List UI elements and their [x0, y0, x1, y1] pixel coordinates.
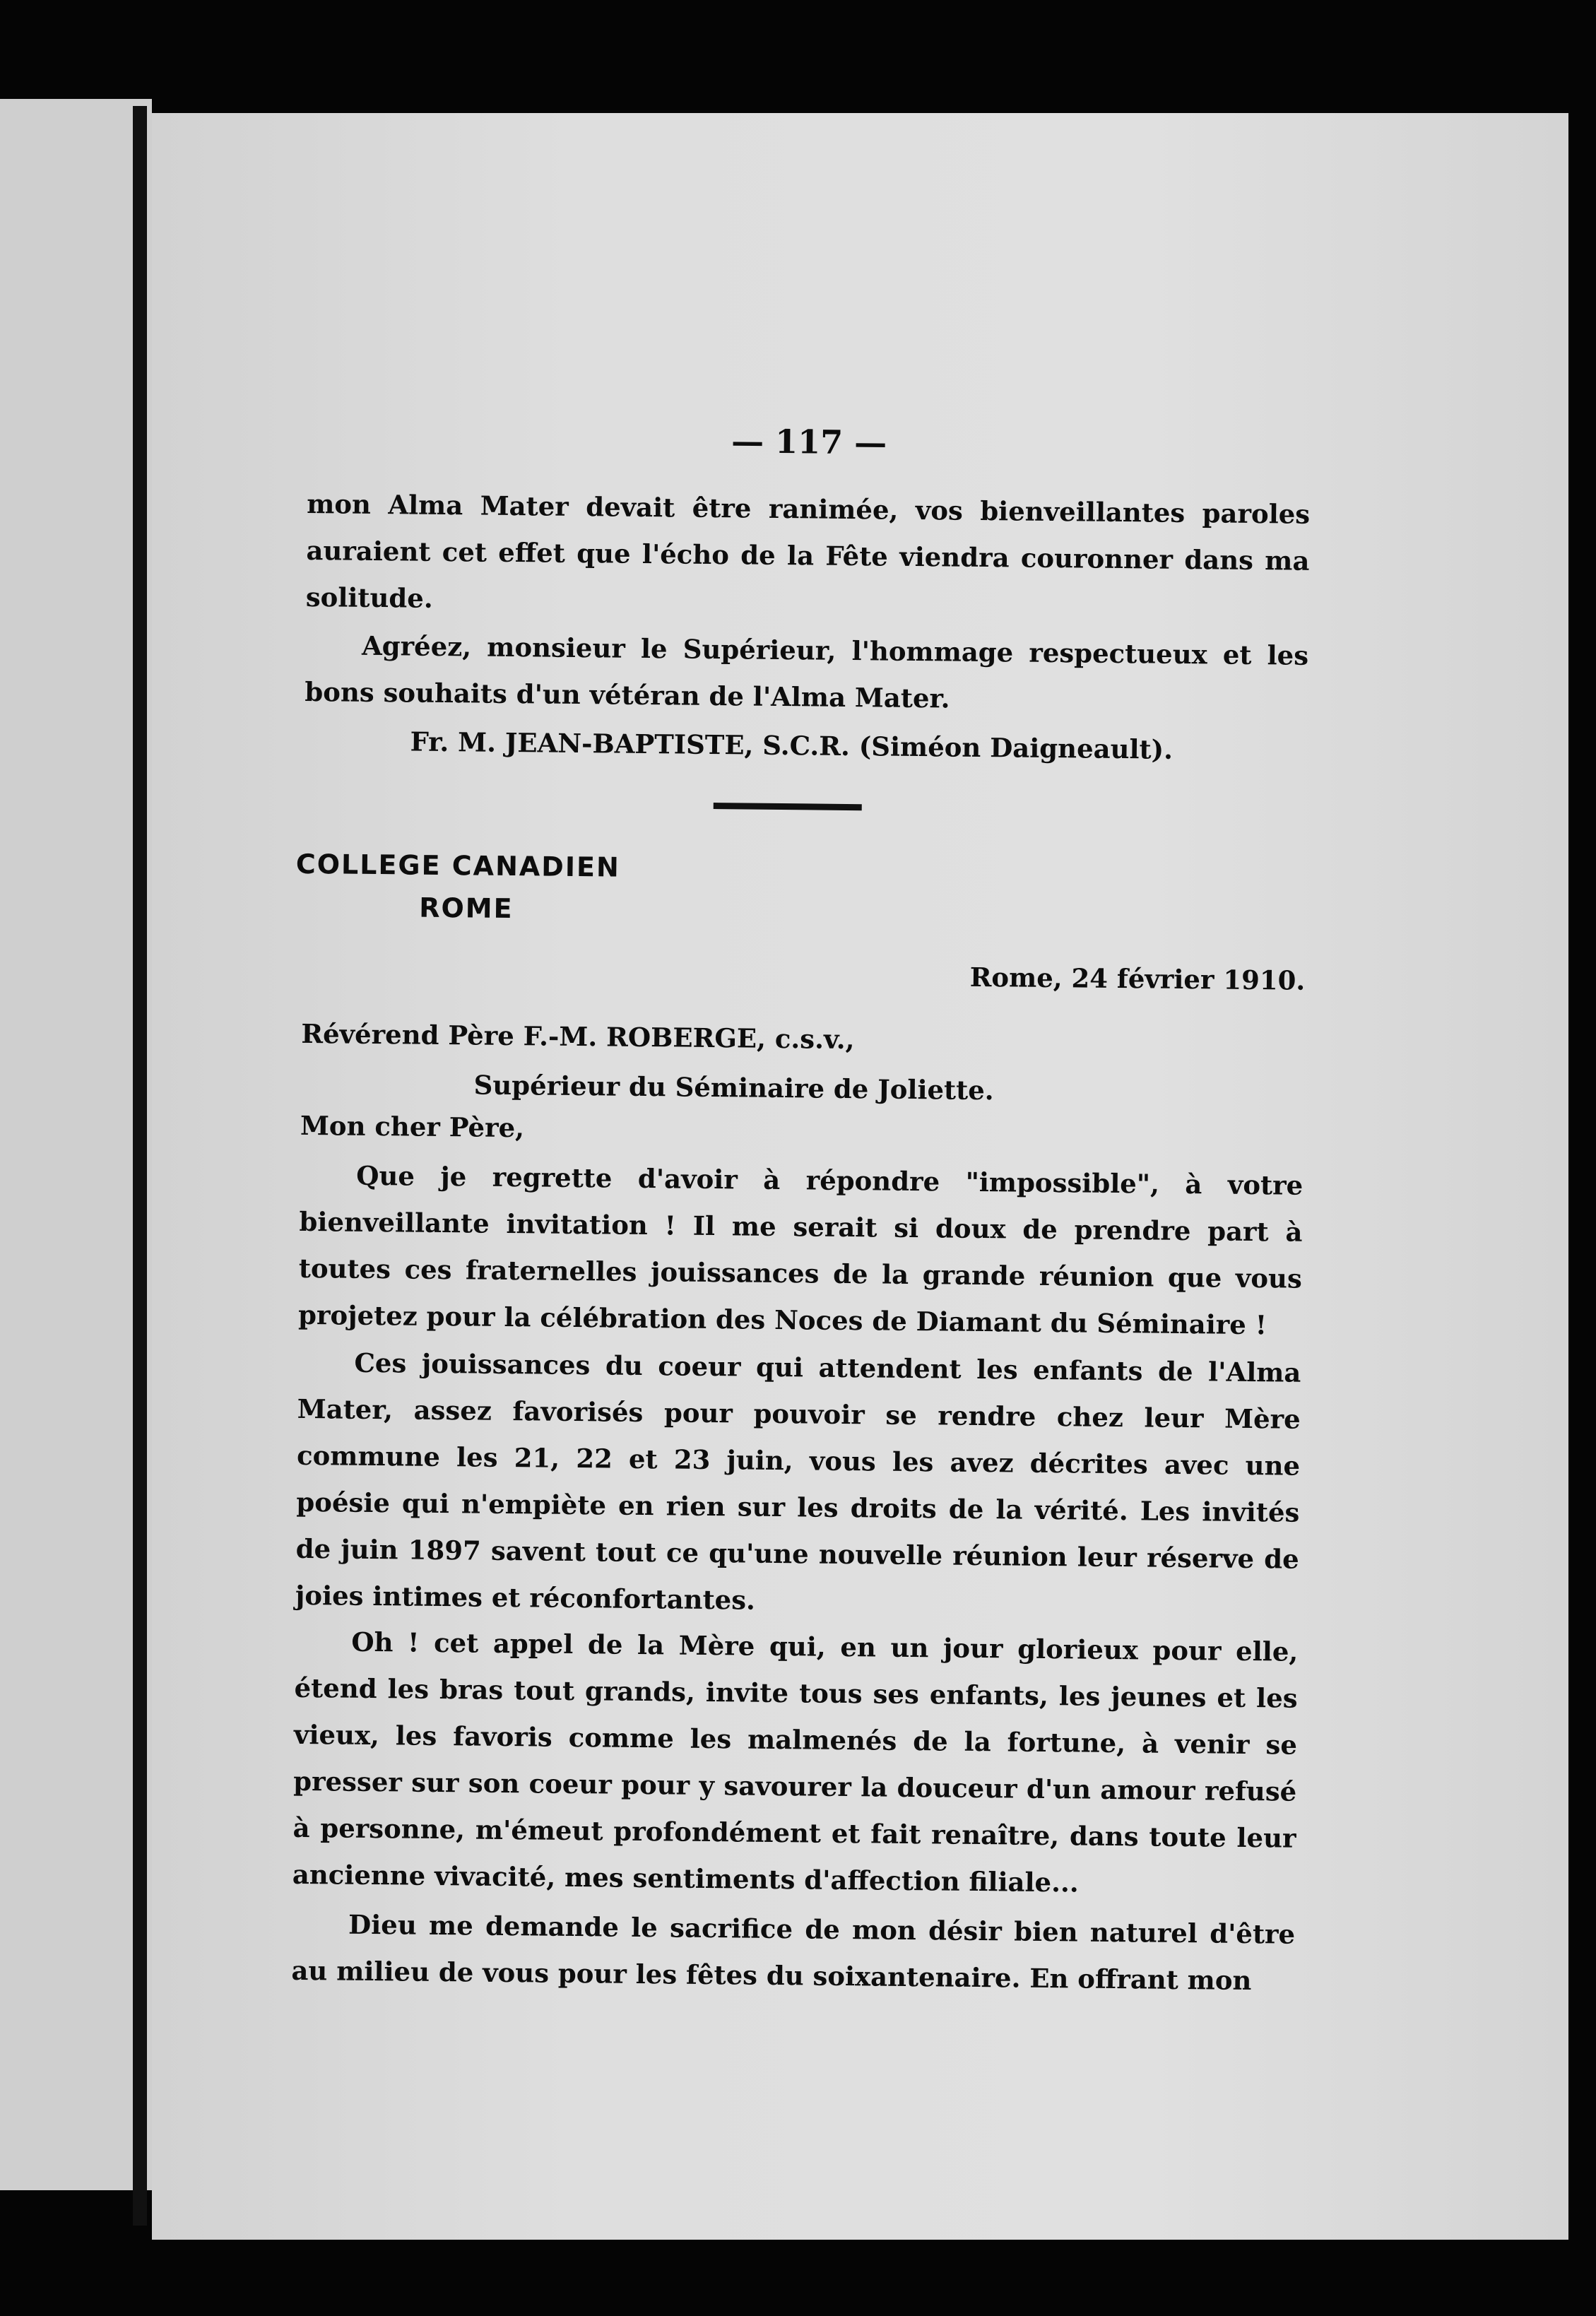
- letter-addressee: Révérend Père F.-M. ROBERGE, c.s.v.,: [301, 1017, 855, 1056]
- page-text-block: [291, 113, 1314, 1997]
- signature-line: Fr. M. JEAN-BAPTISTE, S.C.R. (Siméon Daigneault).: [410, 726, 1174, 765]
- paragraph-appel: Oh ! cet appel de la Mère qui, en un jour glorieux pour elle, étend les bras tout grands, invite tous ses enfants, les jeunes et les vieux, les favoris comme les malmenés de la fortune, à venir se presser sur son coeur pour y savourer la douceur d'un amour refusé à personne, m'émeut profondément et fait renaître, dans toute leur ancienne vivacité, mes sentiments d'affection filiale...: [292, 1626, 1299, 1898]
- paragraph-jouissances: Ces jouissances du coeur qui attendent les enfants de l'Alma Mater, assez favorisés pour pouvoir se rendre chez leur Mère commune les 21, 22 et 23 juin, vous les avez décrites avec une poésie qui n'empiète en rien sur les droits de la vérité. Les invités de juin 1897 savent tout ce qu'une nouvelle réunion leur réserve de joies intimes et réconfortantes.: [295, 1347, 1301, 1616]
- letter-salutation: Mon cher Père,: [300, 1109, 525, 1144]
- paragraph-sacrifice: Dieu me demande le sacrifice de mon désir bien naturel d'être au milieu de vous pour les fêtes du soixantenaire. En offrant mon: [291, 1908, 1296, 1997]
- letter-addressee-title: Supérieur du Séminaire de Joliette.: [473, 1069, 994, 1106]
- letter-date: Rome, 24 février 1910.: [969, 961, 1306, 996]
- facing-page-edge: [0, 99, 152, 2190]
- scanned-page: [152, 113, 1568, 2240]
- section-divider: [714, 803, 862, 810]
- letterhead-city: ROME: [419, 892, 514, 925]
- paragraph-closing: Agréez, monsieur le Supérieur, l'hommage respectueux et les bons souhaits d'un vétéran de l'Alma Mater.: [305, 630, 1309, 714]
- paragraph-regret: Que je regrette d'avoir à répondre "impossible", à votre bienveillante invitation ! Il me serait si doux de prendre part à toutes ces fraternelles jouissances de la grande réunion que vous projetez pour la célébration des Noces de Diamant du Séminaire !: [297, 1159, 1304, 1341]
- letterhead-college: COLLEGE CANADIEN: [295, 848, 620, 883]
- paragraph-continuation: mon Alma Mater devait être ranimée, vos bienveillantes paroles auraient cet effet que l'écho de la Fête viendra couronner dans ma solitude.: [305, 488, 1311, 614]
- book-binding: [133, 106, 147, 2226]
- page-number: — 117 —: [731, 422, 887, 462]
